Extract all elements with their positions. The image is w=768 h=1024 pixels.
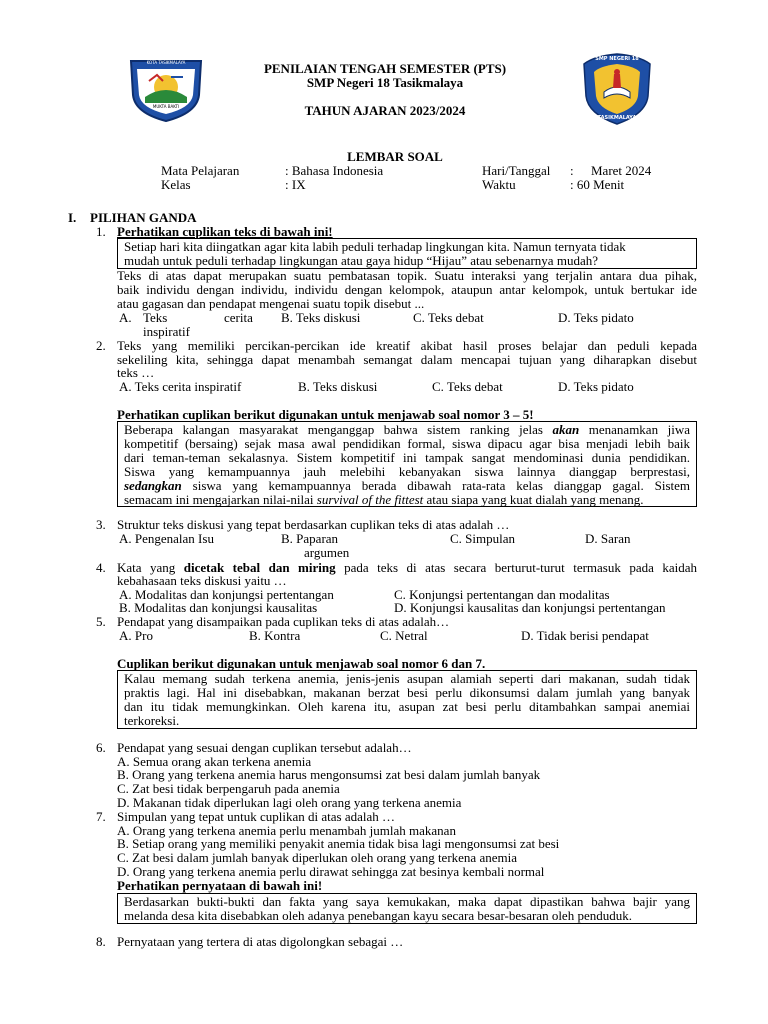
left-logo-text-top: KOTA TASIKMALAYA <box>146 60 186 65</box>
passage1-line: kompetitif (bersaing) sejak masa awal pendidikan formal, siswa dipacu agar bisa menjadi lebih baik <box>124 436 690 451</box>
passage1-instruction: Perhatikan cuplikan berikut digunakan untuk menjawab soal nomor 3 – 5! <box>117 407 534 422</box>
passage1-line: dari teman-teman sekalasnya. Sistem kompetitif ini tampak sangat mendominasi dunia pendidikan. <box>124 450 690 465</box>
academic-year: TAHUN AJARAN 2023/2024 <box>304 103 466 118</box>
question-number-6: 6. <box>96 740 106 755</box>
q4-stem-bold: dicetak tebal dan miring <box>183 560 336 575</box>
left-school-logo <box>127 55 205 123</box>
q6-option-d[interactable]: D. Makanan tidak diperlukan lagi oleh orang yang terkena anemia <box>117 795 462 810</box>
passage1-line <box>124 423 690 437</box>
q1-stem-line: baik individu dengan individu, individu dengan kelompok, ataupun antar kelompok, untuk bertukar ide <box>117 282 697 297</box>
question-number-8: 8. <box>96 934 106 949</box>
q6-option-c[interactable]: C. Zat besi tidak berpengaruh pada anemia <box>117 781 340 796</box>
passage1-bold-word: akan <box>552 422 580 437</box>
q7-stem: Simpulan yang tepat untuk cuplikan di atas adalah … <box>117 809 395 824</box>
q4-option-a[interactable]: A. Modalitas dan konjungsi pertentangan <box>119 587 334 602</box>
passage3-box <box>117 893 697 924</box>
q1-option-b[interactable]: B. Teks diskusi <box>281 310 361 325</box>
q6-stem: Pendapat yang sesuai dengan cuplikan tersebut adalah… <box>117 740 412 755</box>
left-logo-text-bottom: MUKTA BAKTI <box>152 104 180 109</box>
q5-stem: Pendapat yang disampaikan pada cuplikan teks di atas adalah… <box>117 614 450 629</box>
q1-instruction: Perhatikan cuplikan teks di bawah ini! <box>117 224 333 239</box>
subject-value: : Bahasa Indonesia <box>285 163 384 178</box>
q2-option-a[interactable]: A. Teks cerita inspiratif <box>119 379 242 394</box>
right-school-logo <box>580 52 654 126</box>
passage1-bold-word: sedangkan <box>124 478 182 493</box>
passage3-instruction: Perhatikan pernyataan di bawah ini! <box>117 878 323 893</box>
q6-option-a[interactable]: A. Semua orang akan terkena anemia <box>117 754 312 769</box>
passage1-text: menanamkan jiwa <box>579 422 690 437</box>
q3-stem: Struktur teks diskusi yang tepat berdasarkan cuplikan teks di atas adalah … <box>117 517 510 532</box>
section-number: I. <box>68 210 77 225</box>
q7-option-b[interactable]: B. Setiap orang yang memiliki penyakit anemia tidak bisa lagi mengonsumsi zat besi <box>117 836 560 851</box>
date-colon: : <box>570 163 574 178</box>
exam-title: PENILAIAN TENGAH SEMESTER (PTS) <box>263 61 507 76</box>
q1-option-c[interactable]: C. Teks debat <box>413 310 484 325</box>
right-logo-text-top: SMP NEGERI 18 <box>595 56 639 62</box>
q1-option-a-letter[interactable]: A. <box>119 310 132 325</box>
passage1-line: Siswa yang kemampuannya jauh melebihi kebanyakan siswa lainnya dianggap berprestasi, <box>124 464 690 479</box>
q1-passage-line: mudah untuk peduli terhadap lingkungan atau gaya hidup “Hijau” atau sebenarnya mudah? <box>124 253 598 268</box>
passage1-text: siswa yang kemampuannya berada dibawah rata-rata kelas dianggap gagal. Sistem <box>181 478 690 493</box>
question-number-2: 2. <box>96 338 106 353</box>
passage2-box <box>117 670 697 729</box>
passage2-instruction: Cuplikan berikut digunakan untuk menjawab soal nomor 6 dan 7. <box>117 656 486 671</box>
q3-option-b-cont[interactable]: argumen <box>304 545 350 560</box>
q6-option-b[interactable]: B. Orang yang terkena anemia harus mengonsumsi zat besi dalam jumlah banyak <box>117 767 541 782</box>
q2-stem-line: sekeliling kita, sehingga dapat menambah semangat dalam mencapai tujuan yang diharapkan disebut <box>117 352 697 367</box>
q7-option-c[interactable]: C. Zat besi dalam jumlah banyak diperlukan oleh orang yang terkena anemia <box>117 850 517 865</box>
subject-label: Mata Pelajaran <box>161 163 240 178</box>
city-emblem-icon <box>127 55 205 123</box>
passage3-line: melanda desa kita disebabkan oleh adanya penebangan kayu secara besar-besaran oleh penduduk. <box>124 908 632 923</box>
q3-option-a[interactable]: A. Pengenalan Isu <box>119 531 214 546</box>
class-label: Kelas <box>161 177 191 192</box>
passage1-text: Beberapa kalangan masyarakat menganggap bahwa sistem ranking jelas <box>124 422 553 437</box>
q7-option-a[interactable]: A. Orang yang terkena anemia perlu menambah jumlah makanan <box>117 823 456 838</box>
q3-option-c[interactable]: C. Simpulan <box>450 531 516 546</box>
question-number-3: 3. <box>96 517 106 532</box>
q8-stem: Pernyataan yang tertera di atas digolongkan sebagai … <box>117 934 404 949</box>
q1-option-a-word[interactable]: Teks <box>143 310 168 325</box>
q4-option-b[interactable]: B. Modalitas dan konjungsi kausalitas <box>119 600 318 615</box>
q2-option-d[interactable]: D. Teks pidato <box>558 379 634 394</box>
q4-option-c[interactable]: C. Konjungsi pertentangan dan modalitas <box>394 587 610 602</box>
question-number-7: 7. <box>96 809 106 824</box>
q4-stem-text: Kata yang <box>117 560 184 575</box>
sheet-title: LEMBAR SOAL <box>347 149 443 164</box>
q5-option-a[interactable]: A. Pro <box>119 628 153 643</box>
question-number-5: 5. <box>96 614 106 629</box>
q2-option-c[interactable]: C. Teks debat <box>432 379 503 394</box>
q5-option-d[interactable]: D. Tidak berisi pendapat <box>521 628 649 643</box>
q2-option-b[interactable]: B. Teks diskusi <box>298 379 378 394</box>
passage2-line: Kalau memang sudah terkena anemia, jenis-jenis asupan alamiah seperti dari makanan, sudah tidak <box>124 671 690 686</box>
passage1-text: atau siapa yang kuat dialah yang menang. <box>423 492 644 507</box>
q7-option-d[interactable]: D. Orang yang terkena anemia perlu dirawat sehingga zat besinya kembali normal <box>117 864 545 879</box>
time-label: Waktu <box>482 177 516 192</box>
passage1-box <box>117 421 697 507</box>
q4-stem-line: kebahasaan teks diskusi yaitu … <box>117 573 287 588</box>
right-logo-text-bottom: TASIKMALAYA <box>597 115 637 121</box>
q1-option-d[interactable]: D. Teks pidato <box>558 310 634 325</box>
q1-passage-line: Setiap hari kita diingatkan agar kita labih peduli terhadap lingkungan kita. Namun ternyata tidak <box>124 239 626 254</box>
time-value: : 60 Menit <box>570 177 625 192</box>
passage1-line <box>124 493 690 507</box>
passage3-line: Berdasarkan bukti-bukti dan fakta yang saya kemukakan, maka dapat dipastikan bahwa bajir yang <box>124 894 690 909</box>
question-number-1: 1. <box>96 224 106 239</box>
q5-option-c[interactable]: C. Netral <box>380 628 428 643</box>
q3-option-d[interactable]: D. Saran <box>585 531 631 546</box>
q1-option-a-word[interactable]: cerita <box>224 310 253 325</box>
date-label: Hari/Tanggal <box>482 163 551 178</box>
class-value: : IX <box>285 177 306 192</box>
q1-option-a-word[interactable]: inspiratif <box>143 324 190 339</box>
q1-stem-line: Teks di atas dapat merupakan suatu pembatasan topik. Suatu interaksi yang terjalin antara dua pihak, <box>117 268 697 283</box>
section-title: PILIHAN GANDA <box>90 210 197 225</box>
question-number-4: 4. <box>96 560 106 575</box>
q5-option-b[interactable]: B. Kontra <box>249 628 301 643</box>
passage2-line: terkoreksi. <box>124 713 180 728</box>
q3-option-b[interactable]: B. Paparan <box>281 531 339 546</box>
passage2-line: praktis lagi. Hal ini disebabkan, makanan berzat besi perlu dikonsumsi dalam jumlah yang banyak <box>124 685 690 700</box>
passage1-italic-phrase: survival of the fittest <box>316 492 424 507</box>
passage2-line: dan itu tidak memungkinkan. Oleh karena itu, asupan zat besi perlu ditambahkan sampai anemiai <box>124 699 690 714</box>
q1-passage-box <box>117 238 697 269</box>
q4-stem-text: pada teks di atas secara berturut-turut termasuk pada kaidah <box>335 560 698 575</box>
q2-stem-line: Teks yang memiliki percikan-percikan ide kreatif akibat hasil proses belajar dan peduli kepada <box>117 338 697 353</box>
school-name: SMP Negeri 18 Tasikmalaya <box>306 75 464 90</box>
date-value: Maret 2024 <box>591 163 652 178</box>
q4-option-d[interactable]: D. Konjungsi kausalitas dan konjungsi pertentangan <box>394 600 666 615</box>
q2-stem-line: teks … <box>117 365 155 380</box>
passage1-line <box>124 479 690 493</box>
q1-stem-line: atau gagasan dan pendapat mengenai suatu topik disebut ... <box>117 296 425 311</box>
passage1-text: semacam ini mengajarkan nilai-nilai <box>124 492 317 507</box>
